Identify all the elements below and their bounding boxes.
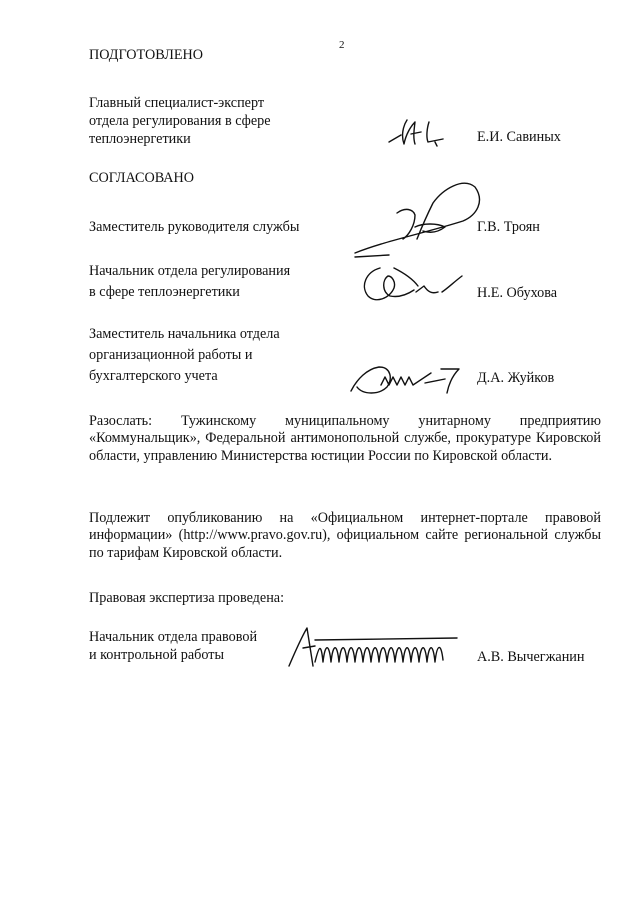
publication-note: Подлежит опубликованию на «Официальном интернет-портале правовой информации» (http://www.pravo.gov.ru), официальном сайте региональной службы по тарифам Кировской области. [89,510,601,561]
signer-name: Н.Е. Обухова [477,285,558,301]
prepared-heading: ПОДГОТОВЛЕНО [89,47,203,63]
legal-position-line: и контрольной работы [89,647,224,663]
prepared-position-line: Главный специалист-эксперт [89,95,265,111]
page-number: 2 [339,39,345,51]
signature-vychegzhanin [285,622,465,672]
prepared-position-line: теплоэнергетики [89,131,191,147]
agreed-heading: СОГЛАСОВАНО [89,170,195,186]
signer-position-line: в сфере теплоэнергетики [89,284,240,300]
signer-name: Д.А. Жуйков [477,370,555,386]
signer-position-line: бухгалтерского учета [89,368,218,384]
legal-review-heading: Правовая экспертиза проведена: [89,590,285,606]
legal-position-line: Начальник отдела правовой [89,629,258,645]
signer-position-line: Заместитель начальника отдела [89,326,280,342]
distribution-list: Разослать: Тужинскому муниципальному унитарному предприятию «Коммунальщик», Федеральной антимонопольной службе, прокуратуре Кировской области, управлению Министерства юстиции России по Кировской области. [89,413,601,464]
legal-name: А.В. Вычегжанин [477,649,585,665]
signature-zhuikov [345,355,465,399]
signature-troyan [345,175,485,265]
signature-obukhova [358,258,468,308]
signer-position-line: Заместитель руководителя службы [89,219,300,235]
signer-position-line: организационной работы и [89,347,253,363]
signature-savinykh [385,112,475,152]
prepared-position-line: отдела регулирования в сфере [89,113,271,129]
prepared-name: Е.И. Савиных [477,129,561,145]
signer-name: Г.В. Троян [477,219,540,235]
signer-position-line: Начальник отдела регулирования [89,263,291,279]
